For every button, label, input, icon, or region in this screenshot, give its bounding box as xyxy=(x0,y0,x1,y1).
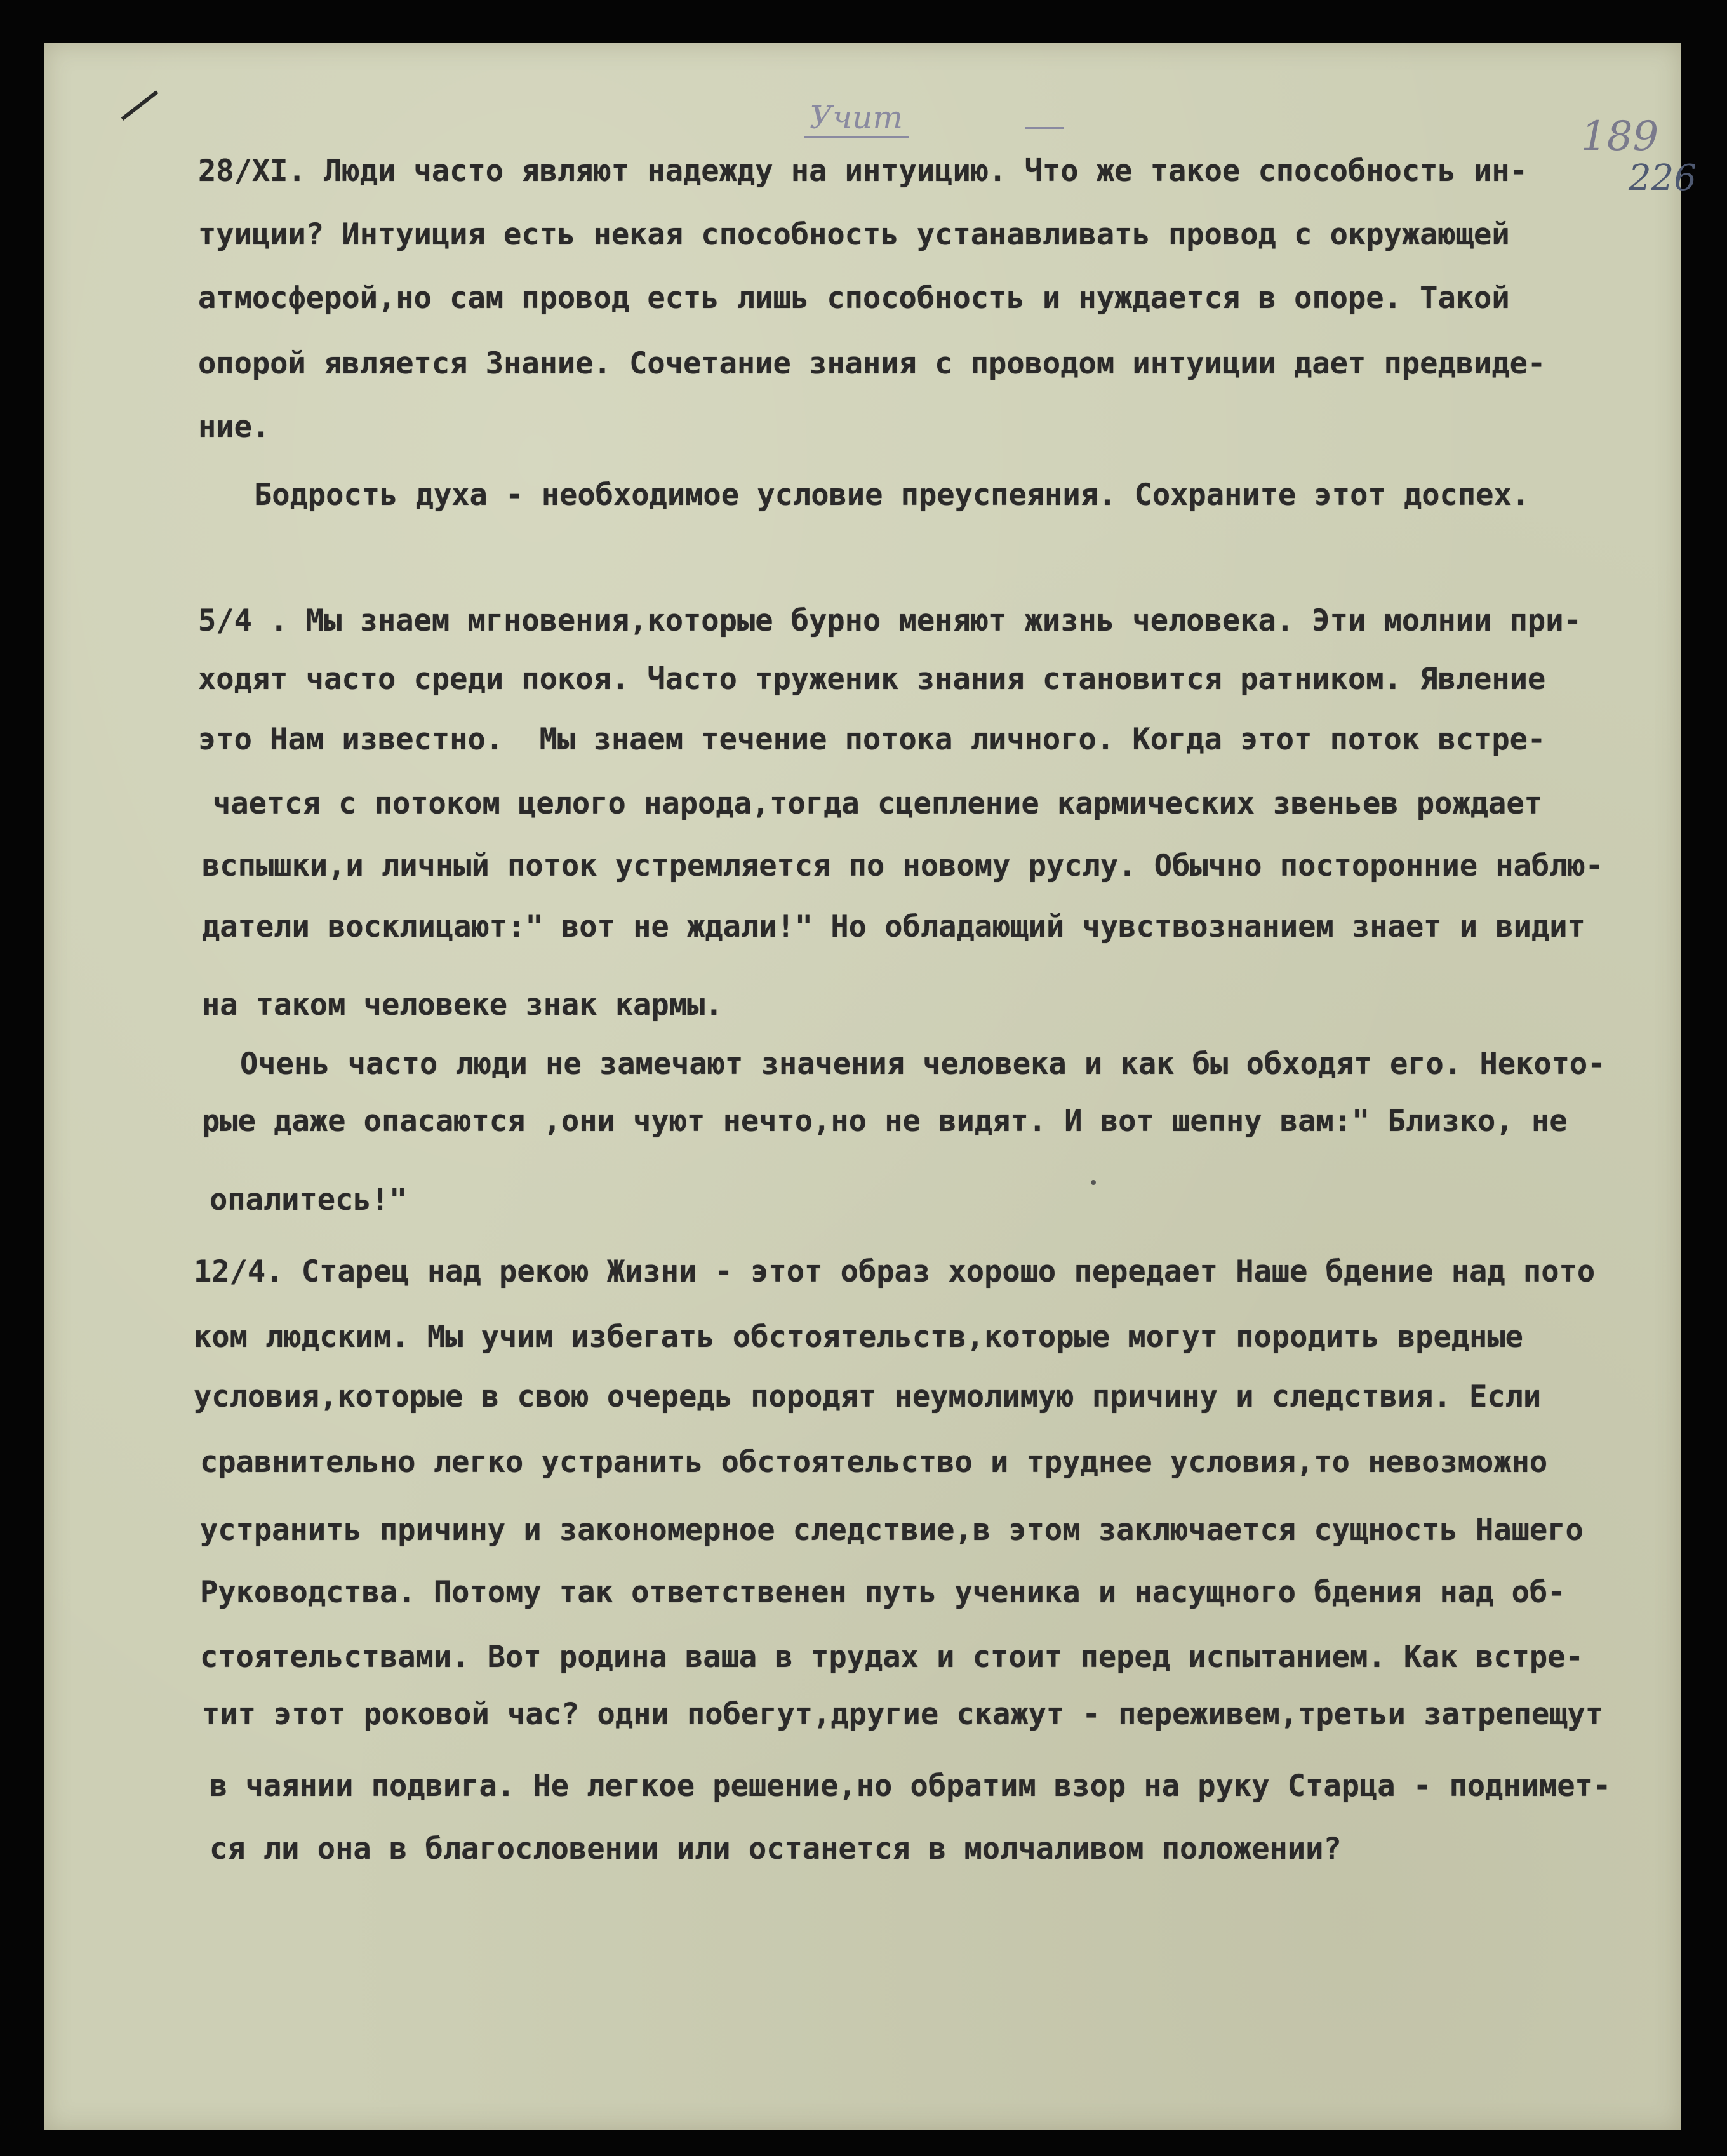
handwritten-annotation: Учит xyxy=(810,99,903,136)
page-number-primary: 189 xyxy=(1581,113,1659,160)
text-line: ходят часто среди покоя. Часто труженик знания становится ратником. Явление xyxy=(198,662,1546,697)
text-line: 5/4 . Мы знаем мгновения,которые бурно меняют жизнь человека. Эти молнии при- xyxy=(198,603,1582,638)
text-line: опорой является Знание. Сочетание знания с проводом интуиции дает предвиде- xyxy=(198,346,1546,381)
text-line: 28/ХI. Люди часто являют надежду на интуицию. Что же такое способность ин- xyxy=(198,154,1528,189)
ink-speck xyxy=(1091,1180,1096,1185)
text-line: Руководства. Потому так ответственен путь ученика и насущного бдения над об- xyxy=(200,1575,1566,1610)
text-line: в чаянии подвига. Не легкое решение,но обратим взор на руку Старца - поднимет- xyxy=(210,1769,1611,1804)
text-line: это Нам известно. Мы знаем течение потока личного. Когда этот поток встре- xyxy=(198,722,1546,757)
text-line: сравнительно легко устранить обстоятельство и труднее условия,то невозможно xyxy=(200,1445,1548,1480)
text-line: Очень часто люди не замечают значения человека и как бы обходят его. Некото- xyxy=(240,1047,1606,1081)
page-number-secondary: 226 xyxy=(1629,157,1697,199)
text-line: опалитесь!" xyxy=(210,1182,408,1217)
text-line: на таком человеке знак кармы. xyxy=(202,988,723,1022)
text-line: стоятельствами. Вот родина ваша в трудах и стоит перед испытанием. Как встре- xyxy=(200,1640,1584,1675)
text-line: 12/4. Старец над рекою Жизни - этот образ хорошо передает Наше бдение над пото xyxy=(194,1254,1596,1289)
text-line: ние. xyxy=(198,410,270,445)
text-line: туиции? Интуиция есть некая способность устанавливать провод с окружающей xyxy=(198,217,1510,252)
text-line: устранить причину и закономерное следствие,в этом заключается сущность Нашего xyxy=(200,1513,1584,1548)
text-line: условия,которые в свою очередь породят неумолимую причину и следствия. Если xyxy=(194,1379,1542,1414)
text-line: ся ли она в благословении или останется в молчаливом положении? xyxy=(210,1831,1342,1866)
text-line: чается с потоком целого народа,тогда сцепление кармических звеньев рождает xyxy=(213,786,1542,821)
text-line: ком людским. Мы учим избегать обстоятельств,которые могут породить вредные xyxy=(194,1320,1523,1355)
text-line: Бодрость духа - необходимое условие преуспеяния. Сохраните этот доспех. xyxy=(254,478,1530,512)
text-line: атмосферой,но сам провод есть лишь способность и нуждается в опоре. Такой xyxy=(198,281,1510,316)
text-line: вспышки,и личный поток устремляется по новому руслу. Обычно посторонние наблю- xyxy=(202,848,1604,883)
margin-mark xyxy=(121,90,159,121)
text-line: тит этот роковой час? одни побегут,другие скажут - переживем,третьи затрепещут xyxy=(202,1697,1604,1732)
text-line: датели восклицают:" вот не ждали!" Но обладающий чувствознанием знает и видит xyxy=(202,909,1585,944)
text-line: рые даже опасаются ,они чуют нечто,но не видят. И вот шепну вам:" Близко, не xyxy=(202,1104,1568,1139)
handwritten-dash xyxy=(1025,127,1064,129)
